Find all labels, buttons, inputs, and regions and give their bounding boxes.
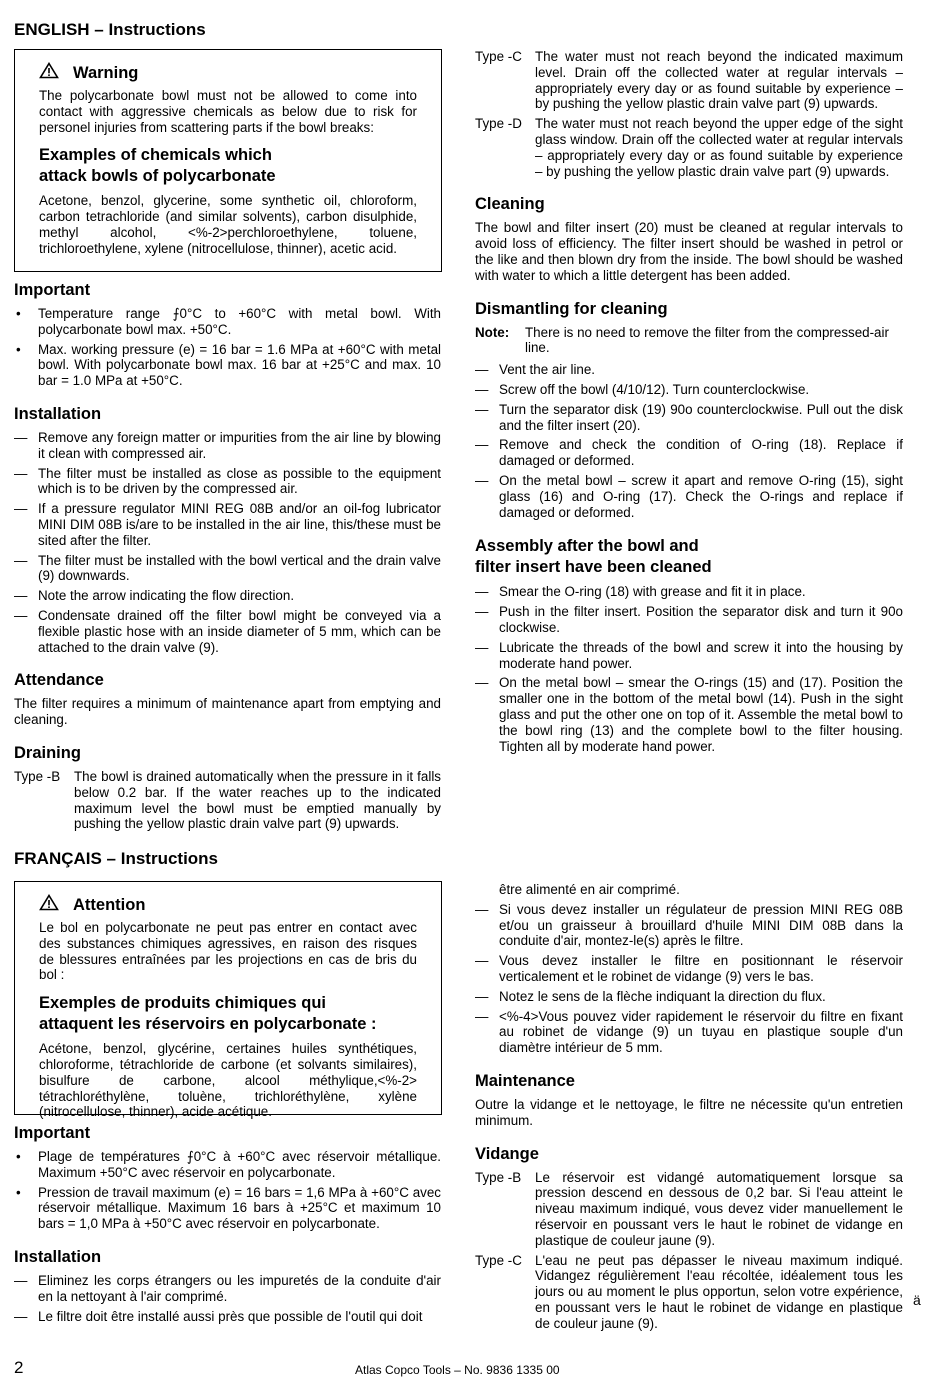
vidange-type-c: Type -C L'eau ne peut pas dépasser le niveau maximum indiqué. Vidangez régulièrement l'eau récoltée, idéalement tous les jours ou au moment le plus opportun, selon votre expérience, en poussant vers le haut le robinet de vidange en plastique de couleur jaune (9). [475,1252,903,1331]
maintenance-heading: Maintenance [475,1071,575,1090]
list-item: — Remove any foreign matter or impurities from the air line by blowing it clean with compressed air. [14,430,441,462]
dismantling-note: Note: There is no need to remove the filter from the compressed-air line. [475,324,889,356]
list-item: • Max. working pressure (e) = 16 bar = 1.6 MPa at +60°C with metal bowl. With polycarbonate bowl max. 16 bar at +25°C and max. 10 bar = 1.0 MPa at +50°C. [14,342,441,389]
list-item: — On the metal bowl – screw it apart and remove O-ring (15), sight glass (16) and O-ring (17). Check the O-rings and replace if damaged or deformed. [475,473,903,520]
list-item: — Vous devez installer le filtre en positionnant le réservoir verticalement et le robinet de vidange (9) vers le bas. [475,953,903,985]
warning-heading: Warning [39,62,417,84]
attention-text: Le bol en polycarbonate ne peut pas entrer en contact avec des substances chimiques agressives, en raison des risques de blessures entraînées par les projections en cas de bris du bol : [39,920,417,983]
list-item: — The filter must be installed as close as possible to the equipment which is to be driven by the compressed air. [14,466,441,498]
french-left-column [14,1124,441,1328]
list-item: — Condensate drained off the filter bowl might be conveyed via a flexible plastic hose with an inside diameter of 5 mm, which can be attached to the drain valve (9). [14,608,441,655]
chemicals-heading: Exemples de produits chimiques qui attaquent les réservoirs en polycarbonate : [39,994,377,1034]
vidange-heading: Vidange [475,1144,539,1163]
installation-heading: Installation [14,404,102,423]
list-item: — Vent the air line. [475,362,903,378]
french-attention-box [14,881,442,1120]
list-item: — Note the arrow indicating the flow direction. [14,588,441,604]
attendance-text: The filter requires a minimum of maintenance apart from emptying and cleaning. [14,696,441,728]
list-item: — Le filtre doit être installé aussi près que possible de l'outil qui doit [14,1309,441,1325]
chemicals-heading: Examples of chemicals which attack bowls of polycarbonate [39,146,276,186]
maintenance-text: Outre la vidange et le nettoyage, le filtre ne nécessite qu'un entretien minimum. [475,1096,903,1128]
chemicals-list: Acétone, benzol, glycérine, certaines huiles synthétiques, chloroforme, tétrachloride de carbone (et solvants similaires), bisulfure de carbone, alcool méthylique,<%-2> tétrachloréthylène, toluène, trichloréthylène, xylène (nitrocellulose, thinner), acide acétique. [39,1041,417,1120]
installation-continued: être alimenté en air comprimé. [499,882,680,897]
list-item: — On the metal bowl – smear the O-rings (15) and (17). Position the smaller one in the bottom of the metal bowl (14). Push in the sight glass and put the other one on top of it. Assemble the metal bowl to the bowl ring (13) and the complete bowl to the filter housing. Tighten all by moderate hand power. [475,675,903,754]
list-item: — Remove and check the condition of O-ring (18). Replace if damaged or deformed. [475,437,903,469]
warning-text: The polycarbonate bowl must not be allowed to come into contact with aggressive chemicals as below due to risk for personel injuries from scattering parts if the bowl breaks: [39,88,417,135]
list-item: — Turn the separator disk (19) 90o counterclockwise. Pull out the disk and the filter insert (20). [475,402,903,434]
draining-heading: Draining [14,743,81,762]
draining-type-b: Type -B The bowl is drained automatically when the pressure in it falls below 0.2 bar. If the water reaches up to the indicated maximum level the bowl must be emptied manually by pushing the yellow plastic drain valve part (9) upwards. [14,768,441,832]
attendance-heading: Attendance [14,671,104,690]
attention-heading: Attention [39,894,417,916]
english-right-column [475,49,903,758]
list-item: • Pression de travail maximum (e) = 16 bars = 1,6 MPa à +60°C avec réservoir métallique. Maximum 16 bars à +25°C et maximum 10 bars = 1,0 MPa à +50°C avec réservoir en polycarbonate. [14,1185,441,1232]
installation-heading: Installation [14,1247,102,1266]
list-item: — Push in the filter insert. Position the separator disk and turn it 90o clockwise. [475,604,903,636]
list-item: — Screw off the bowl (4/10/12). Turn counterclockwise. [475,382,903,398]
list-item: — <%-4>Vous pouvez vider rapidement le réservoir du filtre en fixant au robinet de vidange (9) un tuyau en plastique souple d'un diamètre intérieur de 5 mm. [475,1009,903,1056]
english-left-column [14,281,441,836]
margin-character: ä [913,1292,921,1308]
list-item: — Lubricate the threads of the bowl and screw it into the housing by moderate hand power. [475,640,903,672]
important-heading: Important [14,281,91,299]
warning-triangle-icon [39,894,59,916]
dismantling-heading: Dismantling for cleaning [475,299,668,318]
list-item: — The filter must be installed with the bowl vertical and the drain valve (9) downwards. [14,553,441,585]
list-item: — If a pressure regulator MINI REG 08B and/or an oil-fog lubricator MINI DIM 08B is/are to be installed in the air line, this/these must be sited after the filter. [14,501,441,548]
list-item: — Notez le sens de la flèche indiquant la direction du flux. [475,989,903,1005]
english-section-title: ENGLISH – Instructions [14,20,206,39]
list-item: • Plage de températures ⨍0°C à +60°C avec réservoir métallique. Maximum +50°C avec réservoir en polycarbonate. [14,1149,441,1181]
list-item: — Eliminez les corps étrangers ou les impuretés de la conduite d'air en la nettoyant à l'air comprimé. [14,1273,441,1305]
french-section-title: FRANÇAIS – Instructions [14,849,219,868]
french-right-column [475,882,903,1336]
assembly-heading: Assembly after the bowl and filter insert have been cleaned [475,537,712,577]
list-item: — Si vous devez installer un régulateur de pression MINI REG 08B et/ou un graisseur à brouillard d'huile MINI DIM 08B dans la conduite d'air, montez-le(s) après le filtre. [475,902,903,949]
cleaning-heading: Cleaning [475,195,545,214]
cleaning-text: The bowl and filter insert (20) must be cleaned at regular intervals to avoid loss of efficiency. The filter insert should be washed in petrol or the like and then blown dry from the inside. The bowl should be washed with water to which a little detergent has been added. [475,220,903,283]
vidange-type-b: Type -B Le réservoir est vidangé automatiquement lorsque sa pression descend en dessous de 0,2 bar. Si l'eau atteint le niveau maximum indiqué, vous devez vider manuellement le réservoir en poussant vers le haut le robinet de vidange en plastique de couleur jaune (9). [475,1169,903,1248]
english-warning-box [14,49,442,272]
document-number: Atlas Copco Tools – No. 9836 1335 00 [355,1363,560,1377]
chemicals-list: Acetone, benzol, glycerine, some synthetic oil, chloroform, carbon tetrachloride (and similar solvents), carbon disulphide, methyl alcohol, <%-2>perchloroethylene, toluene, trichloroethylene, xylene (nitrocellulose, thinner), acetic acid. [39,193,417,256]
list-item: — Smear the O-ring (18) with grease and fit it in place. [475,584,903,600]
page-number: 2 [14,1358,24,1377]
warning-triangle-icon [39,62,59,84]
draining-type-d: Type -D The water must not reach beyond the upper edge of the sight glass window. Drain off the collected water at regular intervals – appropriately every day or as found suitable by experience – by pushing the yellow plastic drain valve part (9) upwards. [475,116,903,179]
list-item: • Temperature range ⨍0°C to +60°C with metal bowl. With polycarbonate bowl max. +50°C. [14,306,441,338]
important-heading: Important [14,1124,91,1142]
draining-type-c: Type -C The water must not reach beyond the indicated maximum level. Drain off the collected water at regular intervals – appropriately every day or as found suitable by experience – by pushing the yellow plastic drain valve part (9) upwards. [475,49,903,112]
